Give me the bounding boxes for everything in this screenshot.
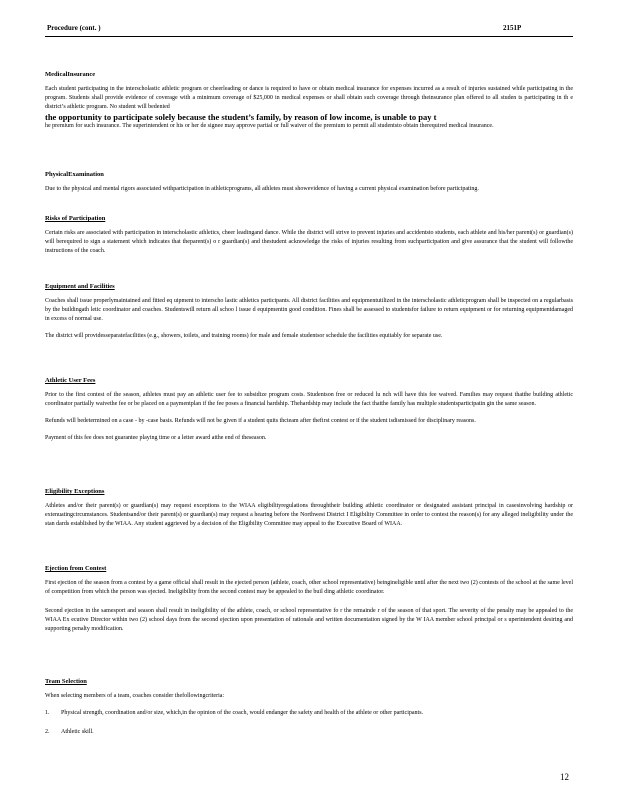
paragraph: Coaches shall issue properlymaintained and fitted eq uipment to interscho lastic athletics participants. All district facilities and equipmentutilized in the interscholastic athleticprogram shall be inspected on a regularbasis by the buildingath letic coordinator and coaches. Studentswill return all schoo l issue d equipmentin good condition. Fines shall be assessed to studentsfor failure to return equipment or for returning equipmentdamaged in excess of normal use.	[45, 298, 573, 322]
section-ejection	[45, 564, 573, 634]
section-heading: MedicalInsurance	[45, 71, 96, 78]
section-heading: Risks of Participation	[45, 215, 106, 222]
paragraph: Each student participating in the interscholastic athletic program or cheerleading or dance is required to have or obtain medical insurance for expenses incurred as a result of injuries sustained while participating in the program. Students shall provide evidence of coverage with a minimum coverage of $25,000 in medical expenses or shall obtain such coverage through theinsurance plan offered to all studen ts participating in th e district’s athletic program. No student will bedenied	[45, 86, 573, 110]
page-header	[45, 22, 573, 37]
list-item	[45, 728, 573, 737]
paragraph: he premium for such insurance. The superintendent or his or her de signee may approve partial or full waiver of the premium to permit all studentsto obtain therequired medical insurance.	[45, 123, 494, 129]
section-equipment	[45, 282, 573, 341]
list-item-number: 2.	[45, 729, 50, 735]
section-user-fees	[45, 376, 573, 443]
paragraph: Refunds will bedetermined on a case - by -case basis. Refunds will not be given if a student quits thcteam after thefirst contest or if the student isdismissed for disciplinary reasons.	[45, 418, 476, 424]
page-number: 12	[560, 772, 569, 782]
list-item-text: Athletic skill.	[61, 729, 94, 735]
paragraph-large-text: the opportunity to participate solely because the student’s family, by reason of low income, is unable to pay t	[45, 112, 437, 122]
paragraph: The district will providesseparatefacilities (e.g., showers, toilets, and training rooms) for male and female studentsor schedule the facilities equitably for separate use.	[45, 333, 443, 339]
paragraph: First ejection of the season from a contest by a game official shall result in the ejected person (athlete, coach, other school representative) beingineligible until after the next two (2) contests of the school at the same level of competition from which the person was ejected. Ineligibility from the second contest may be appealed to the buil ding athletic coordinator.	[45, 580, 573, 595]
procedure-label: Procedure (cont. )	[47, 24, 101, 32]
section-heading: Eligibility Exceptions	[45, 488, 105, 495]
section-heading: Team Selection	[45, 678, 87, 685]
list-item-number: 1.	[45, 710, 50, 716]
paragraph: Second ejection in the samesport and season shall result in ineligibility of the athlete, coach, or school representative fo r the remainde r of the season of that sport. The severity of the penalty may be appealed to the WIAA Ex ecutive Director within two (2) school days from the second ejection upon presentation of rationale and written documentation signed by the W IAA member school principal or s uperintendent desiring and supporting penalty modification.	[45, 608, 573, 632]
paragraph: Payment of this fee does not guarantee playing time or a letter award atthe end of theseason.	[45, 435, 267, 441]
paragraph: Prior to the first contest of the season, athletes must pay an athletic user fee to subsidize program costs. Studentson free or reduced lu nch will have this fee waived. Families may request thatthe building athletic coordinator partially waivethe fee or be placed on a paymentplan if the fee poses a financial hardship. Thehardship may include the fact thatthe family has multiple studentsparticipatin gin the same season.	[45, 392, 573, 407]
section-team-selection	[45, 677, 573, 737]
section-eligibility	[45, 487, 573, 529]
list-item	[45, 709, 573, 718]
paragraph: Athletes and/or their parent(s) or guardian(s) may request exceptions to the WIAA eligibilityregulations throughtheir building athletic coordinator or designated assistant principal in casesinvolving hardship or extenuatingcircumstances. Studentsand/or their parent(s) or guardian(s) may request a hearing before the Northwest District I Eligibility Committee in order to contest the reason(s) for any alleged ineligibility under the stan dards established by the WIAA. Any student aggrieved by a decision of the Eligibility Committee may appeal to the Executive Board of WIAA.	[45, 503, 573, 527]
paragraph: When selecting members of a team, coaches consider thefollowingcriteria:	[45, 693, 225, 699]
section-heading: Athletic User Fees	[45, 377, 96, 384]
section-physical-examination	[45, 170, 573, 194]
section-risks	[45, 214, 573, 256]
procedure-number: 2151P	[503, 24, 522, 32]
section-heading: Ejection from Contest	[45, 565, 107, 572]
section-heading: Equipment and Facilities	[45, 283, 115, 290]
paragraph: Due to the physical and mental rigors associated withparticipation in athleticprograms, all athletes must showevidence of having a current physical examination before participating.	[45, 186, 479, 192]
list-item-text: Physical strength, coordination and/or size, which,in the opinion of the coach, would endanger the safety and health of the athlete or other participants.	[61, 710, 424, 716]
section-heading: PhysicalExamination	[45, 171, 104, 178]
section-medical-insurance	[45, 70, 573, 131]
paragraph: Certain risks are associated with participation in interscholastic athletics, cheer leadingand dance. While the district will strive to prevent injuries and accidentsto students, each athlete and his/her parent(s) or guardian(s) will berequired to sign a statement which indicates that theparent(s) o r guardian(s) and thestudent acknowledge the risks of injuries resulting from suchparticipation and give assurance that the student will followthe instructions of the coach.	[45, 230, 573, 254]
